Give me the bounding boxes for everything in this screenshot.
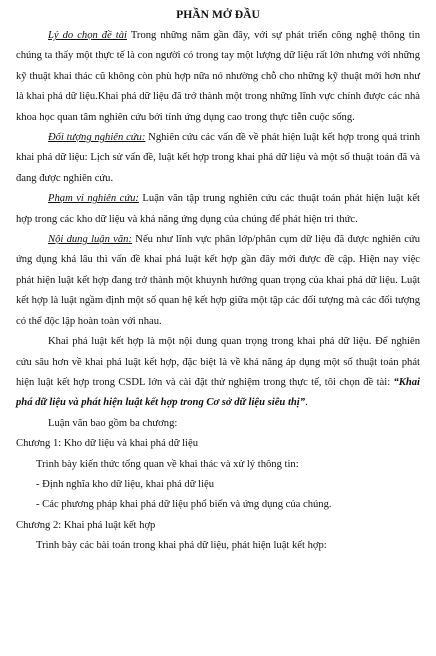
content-heading: Nội dung luận văn: (48, 234, 133, 246)
chapter-1-title: Chương 1: Kho dữ liệu và khai phá dữ liệu (16, 438, 199, 450)
document-page (16, 4, 420, 557)
chapter-1-item-2: - Các phương pháp khai phá dữ liệu phổ biến và ứng dụng của chúng. (36, 499, 332, 511)
chapter-2-title: Chương 2: Khai phá luật kết hợp (16, 519, 156, 531)
topic-text: Khai phá luật kết hợp là một nội dung quan trọng trong khai phá dữ liệu. Để nghiên cứu sâu hơn về khai phá luật kết hợp, đặc biệt là về khả năng áp dụng một số thuật toán phát hiện luật kết hợp trong CSDL lớn và cài đặt thử nghiệm trong thực tế, tôi chọn đề tài: (16, 336, 420, 388)
topic-end: . (305, 397, 308, 409)
reason-text: Trong những năm gần đây, với sự phát triển công nghệ thông tin chúng ta thấy một thực tế là con người có trong tay một lượng dữ liệu rất lớn nhưng với những kỹ thuật khai thác cũ không còn phù hợp nữa nó nhường chỗ cho những kỹ thuật mới hơn như là khai phá dữ liệu.Khai phá dữ liệu đã trở thành một trong những lĩnh vực chính được các nhà khoa học quan tâm nghiên cứu bởi tính ứng dụng cao trong thực tiễn cuộc sống. (16, 30, 420, 123)
topic-title: “Khai phá dữ liệu và phát hiện luật kết hợp trong Cơ sở dữ liệu siêu thị” (16, 376, 420, 409)
scope-text: Luận văn tập trung nghiên cứu các thuật toán phát hiện luật kết hợp trong các kho dữ liệu và khả năng ứng dụng của chúng để phát hiện tri thức. (16, 193, 420, 225)
chapter-1-desc: Trình bày kiến thức tổng quan về khai thác và xử lý thông tin: (36, 458, 299, 470)
chapter-1-item-1: - Định nghĩa kho dữ liệu, khai phá dữ liệu (36, 478, 215, 490)
paragraph-object (16, 128, 420, 189)
reason-heading: Lý do chọn đề tài (48, 30, 127, 41)
content-text: Nếu như lĩnh vực phân lớp/phân cụm dữ liệu đã được nghiên cứu ứng dụng khá lâu thì vấn đề khai phá luật kết hợp gần đây mới được đề cập. Hiện nay việc phát hiện luật kết hợp đang trở thành một khuynh hướng quan trọng của khai phá dữ liệu. Luật kết hợp là luật ngầm định một số quan hệ kết hợp giữa một tập các đối tượng mà các đối tượng có thể độc lập hoàn toàn với nhau. (16, 234, 420, 327)
page-title: PHẦN MỞ ĐẦU (176, 8, 260, 21)
scope-heading: Phạm vi nghiên cứu: (48, 193, 139, 205)
paragraph-topic (16, 332, 420, 414)
chapter-2-desc: Trình bày các bài toán trong khai phá dữ liệu, phát hiện luật kết hợp: (36, 540, 327, 552)
object-text: Nghiên cứu các vấn đề về phát hiện luật kết hợp trong quá trình khai phá dữ liệu: Lịch sử vấn đề, luật kết hợp trong khai phá dữ liệu và một số thuật toán đã và đang được nghiên cứu. (16, 132, 420, 184)
paragraph-scope (16, 189, 420, 230)
object-heading: Đối tượng nghiên cứu: (48, 132, 146, 144)
structure-intro: Luận văn bao gồm ba chương: (48, 417, 178, 429)
paragraph-content (16, 230, 420, 332)
paragraph-reason (16, 26, 420, 128)
